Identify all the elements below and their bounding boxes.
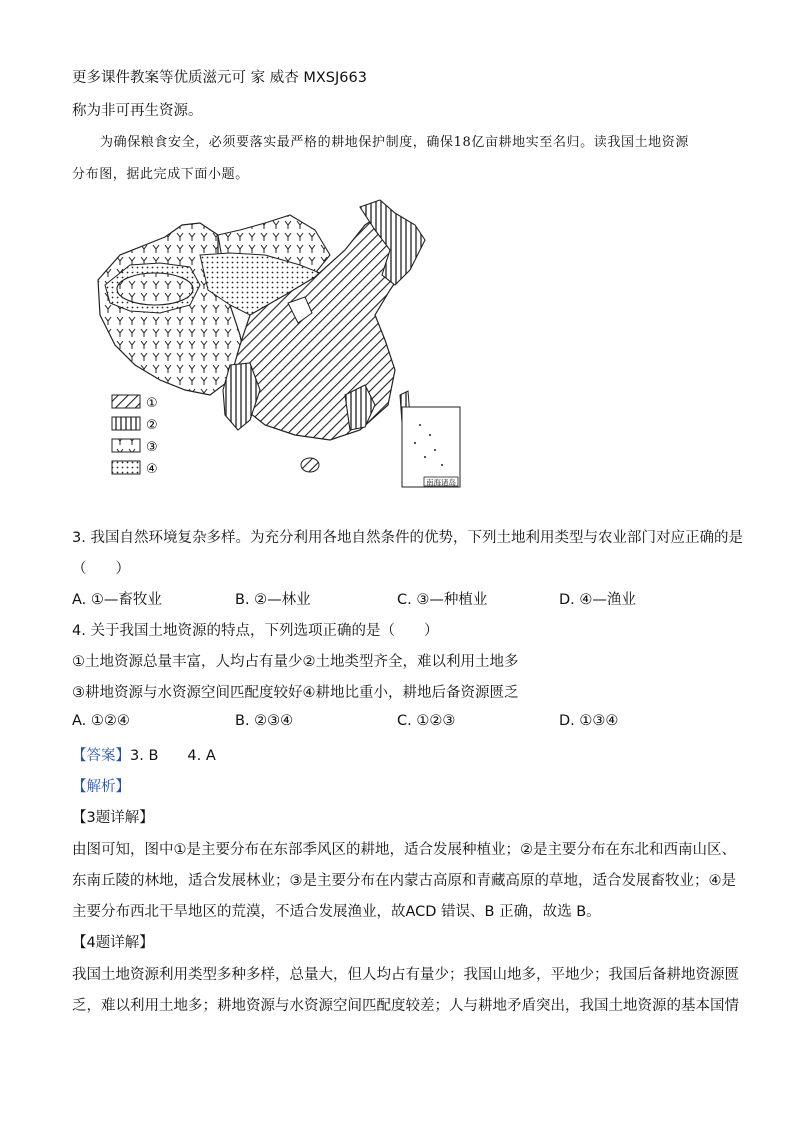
land-resource-map (90, 195, 470, 495)
detail-4-line-1: 我国土地资源利用类型多种多样，总量大，但人均占有量少；我国山地多，平地少；我国后备耕地资源匮 (72, 967, 739, 983)
question-4-statement-1: ①土地资源总量丰富，人均占有量少②土地类型齐全，难以利用土地多 (72, 654, 519, 670)
question-4-option-c: C. ①②③ (397, 713, 456, 729)
intro-line: 称为非可再生资源。 (72, 103, 203, 119)
intro-paragraph-2: 分布图，据此完成下面小题。 (72, 167, 249, 182)
legend-label-3: ③ (146, 440, 158, 455)
legend-label-2: ② (146, 418, 158, 433)
map-inset-frame (402, 407, 460, 487)
question-3-option-d: D. ④—渔业 (559, 592, 636, 608)
question-3-option-a: A. ①—畜牧业 (72, 592, 162, 608)
page-header: 更多课件教案等优质滋元可 家 威杏 MXSJ663 (72, 70, 367, 86)
question-3-option-c: C. ③—种植业 (397, 592, 488, 608)
detail-4-line-2: 乏，难以利用土地多；耕地资源与水资源空间匹配度较差；人与耕地矛盾突出，我国土地资源的基本国情 (72, 998, 739, 1014)
detail-3-line-3: 主要分布西北干旱地区的荒漠，不适合发展渔业，故ACD 错误、B 正确，故选 B。 (72, 904, 601, 920)
detail-3-line-1: 由图可知，图中①是主要分布在东部季风区的耕地，适合发展种植业；②是主要分布在东北和西南山区、 (72, 842, 736, 858)
map-region-basin (117, 273, 193, 305)
question-4-option-b: B. ②③④ (235, 713, 294, 729)
detail-3-title: 【3题详解】 (72, 810, 154, 826)
question-4-statement-2: ③耕地资源与水资源空间匹配度较好④耕地比重小，耕地后备资源匮乏 (72, 685, 519, 701)
answer-label: 【答案】 (72, 748, 130, 764)
detail-4-title: 【4题详解】 (72, 935, 154, 951)
answer-text: 3. B 4. A (130, 748, 216, 764)
question-3-paren: （ ） (72, 561, 130, 577)
map-island-hainan (301, 458, 319, 472)
question-3-option-b: B. ②—林业 (235, 592, 311, 608)
map-inset-label: 南海诸岛 (426, 478, 456, 487)
question-4-option-d: D. ①③④ (559, 713, 619, 729)
detail-3-line-2: 东南丘陵的林地，适合发展林业；③是主要分布在内蒙古高原和青藏高原的草地，适合发展畜牧业；④是 (72, 873, 736, 889)
answer-line (72, 744, 216, 765)
question-3-stem: 3. 我国自然环境复杂多样。为充分利用各地自然条件的优势，下列土地利用类型与农业部门对应正确的是 (72, 530, 743, 546)
map-legend (112, 395, 158, 477)
intro-paragraph-1: 为确保粮食安全，必须要落实最严格的耕地保护制度，确保18亿亩耕地实至名归。读我国土地资源 (100, 135, 689, 150)
question-4-option-a: A. ①②④ (72, 713, 130, 729)
legend-label-1: ① (146, 396, 158, 411)
question-4-stem: 4. 关于我国土地资源的特点，下列选项正确的是（ ） (72, 623, 439, 639)
legend-label-4: ④ (146, 462, 158, 477)
analysis-label: 【解析】 (72, 779, 130, 795)
